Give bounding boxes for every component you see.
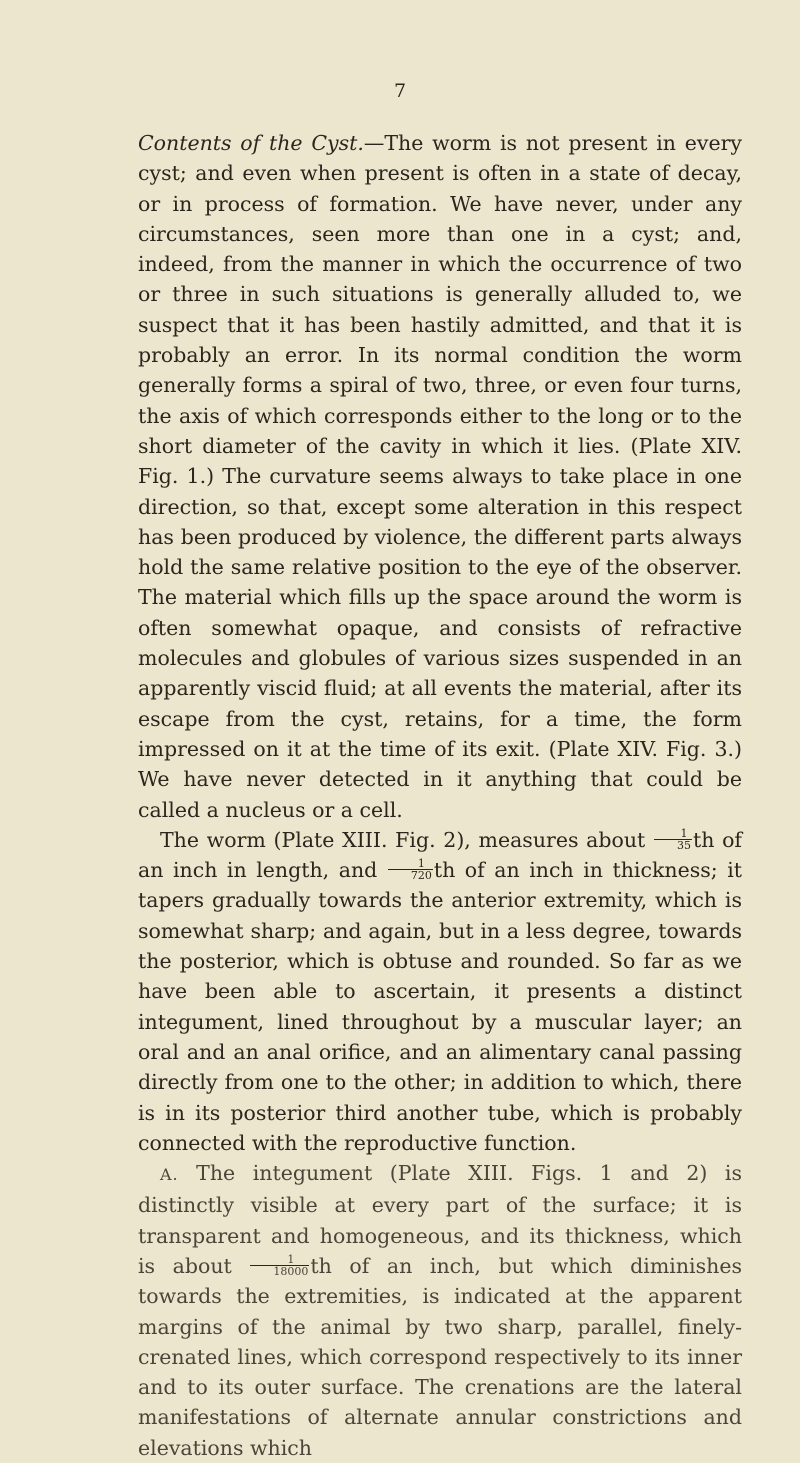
paragraph-body: The worm is not present in every cyst; and even when present is often in a state of decay, or in process of formation. We have never, under any circumstances, seen more than one in a cyst; and, indeed, from the manner in which the occurrence of two or three in such situations is generally alluded to, we suspect that it has been hastily admitted, and that it is probably an error. In its normal condition the worm generally forms a spiral of two, three, or even four turns, the axis of which corresponds either to the long or to the short diameter of the cavity in which it lies. (Plate XIV. Fig. 1.) The curvature seems always to take place in one direction, so that, except some alteration in this respect has been produced by violence, the different parts always hold the same relative position to the eye of the observer. The material which fills up the space around the worm is often somewhat opaque, and consists of refractive molecules and globules of various sizes suspended in an apparently viscid fluid; at all events the material, after its escape from the cyst, retains, for a time, the form impressed on it at the time of its exit. (Plate XIV. Fig. 3.) We have never detected in it anything that could be called a nucleus or a cell. <box>138 131 742 822</box>
fraction-numerator: 1 <box>388 858 433 870</box>
paragraph-text: The worm (Plate XIII. Fig. 2), measures about <box>160 827 653 852</box>
paragraph-text: th of an inch in length, and <box>138 827 742 883</box>
paragraph-worm-measurements <box>138 825 742 1158</box>
page-number: 7 <box>393 80 407 102</box>
fraction-length <box>654 828 692 851</box>
fraction-denominator: 35 <box>676 838 691 852</box>
fraction-thickness <box>388 858 433 881</box>
fraction-integument-thickness <box>250 1254 309 1277</box>
paragraph-text: th of an inch, but which diminishes towards the extremities, is indicated at the apparent margins of the animal by two sharp, parallel, finely-crenated lines, which correspond respectively to its inner and to its outer surface. The crenations are the lateral manifestations of alternate annular constrictions and elevations which <box>138 1253 742 1460</box>
heading-dash: — <box>363 131 385 155</box>
paragraph-text: th of an inch in thickness; it tapers gradually towards the anterior extremity, which is somewhat sharp; and again, but in a less degree, towards the posterior, which is obtuse and rounded. So far as we have been able to ascertain, it presents a distinct integument, lined throughout by a muscular layer; an oral and an anal orifice, and an alimentary canal passing directly from one to the other; in addition to which, there is in its posterior third another tube, which is probably connected with the reproductive function. <box>138 858 743 1155</box>
paragraph-integument <box>138 1158 742 1463</box>
fraction-numerator: 1 <box>250 1254 309 1266</box>
section-label: A. <box>160 1165 179 1185</box>
fraction-denominator: 720 <box>410 869 432 883</box>
fraction-denominator: 18000 <box>273 1264 309 1278</box>
paragraph-text: The integument (Plate XIII. Figs. 1 and 2) is distinctly visible at every part of the surface; it is transparent and homogeneous, and its thickness, which is about <box>138 1161 742 1278</box>
fraction-numerator: 1 <box>654 828 692 840</box>
body-text <box>138 128 742 1463</box>
section-heading: Contents of the Cyst. <box>138 131 364 155</box>
paragraph-contents-of-cyst <box>138 128 742 825</box>
